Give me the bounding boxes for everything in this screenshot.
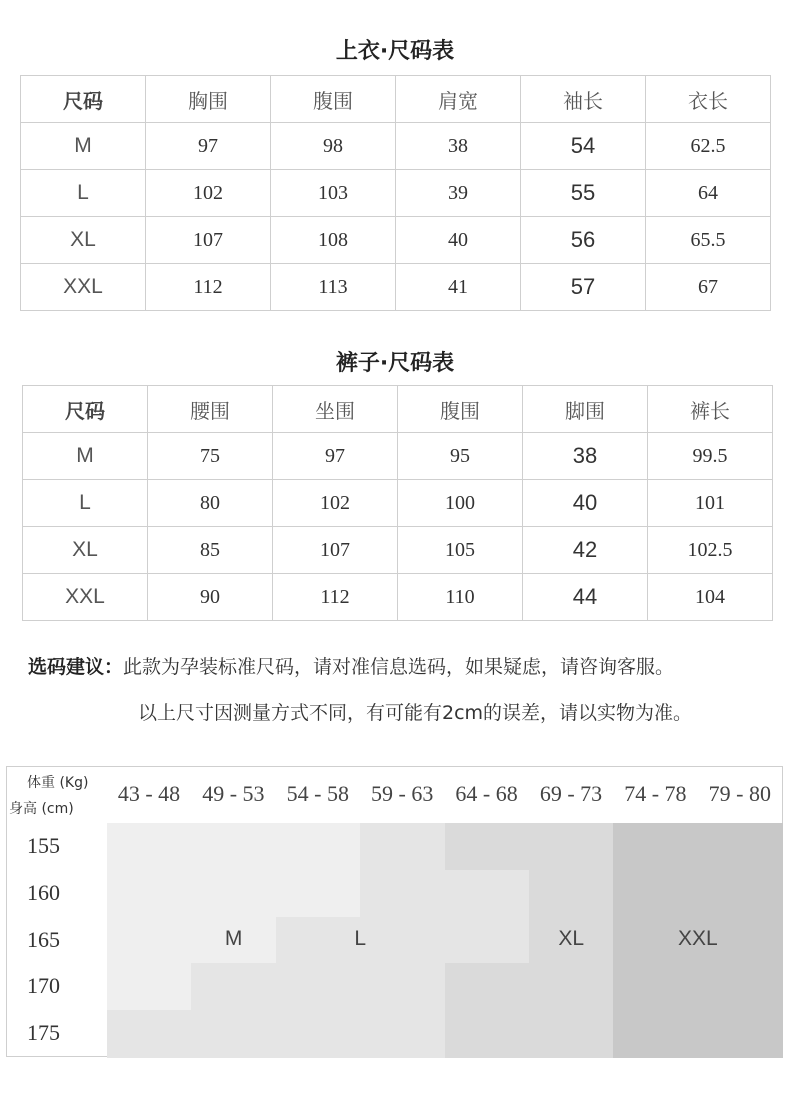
size-region-cell — [529, 870, 614, 917]
column-header: 尺码 — [21, 76, 146, 123]
size-region-cell — [360, 963, 445, 1010]
weight-range-label: 43 - 48 — [117, 781, 181, 806]
weight-header: 体重 (Kg) — [27, 775, 89, 791]
size-region-label: M — [224, 926, 243, 950]
measurement-cell: 102 — [273, 480, 398, 527]
table-row — [23, 527, 773, 574]
size-region-cell — [445, 870, 530, 917]
measurement-cell: 110 — [398, 574, 523, 621]
size-label-cell: L — [21, 170, 146, 217]
size-label-cell: M — [21, 123, 146, 170]
size-region-cell — [698, 870, 783, 917]
measurement-cell: 40 — [396, 217, 521, 264]
size-region-cell — [613, 963, 698, 1010]
measurement-cell: 57 — [521, 264, 646, 311]
size-region-label: XL — [558, 926, 585, 950]
measurement-cell: 44 — [523, 574, 648, 621]
table-row — [23, 433, 773, 480]
size-label-cell: XXL — [23, 574, 148, 621]
size-region-cell — [445, 823, 530, 870]
size-region-cell — [360, 823, 445, 870]
measurement-cell: 75 — [148, 433, 273, 480]
column-header: 腰围 — [148, 386, 273, 433]
table-header-row — [21, 76, 771, 123]
top-size-table — [20, 75, 771, 311]
column-header: 脚围 — [523, 386, 648, 433]
measurement-cell: 39 — [396, 170, 521, 217]
measurement-cell: 65.5 — [646, 217, 771, 264]
size-region-cell — [276, 823, 361, 870]
measurement-cell: 42 — [523, 527, 648, 574]
size-recommendation-matrix — [6, 766, 783, 1057]
measurement-cell: 107 — [146, 217, 271, 264]
measurement-cell: 38 — [396, 123, 521, 170]
table-header-row — [23, 386, 773, 433]
column-header: 胸围 — [146, 76, 271, 123]
measurement-cell: 90 — [148, 574, 273, 621]
column-header: 坐围 — [273, 386, 398, 433]
size-region-cell — [107, 917, 192, 964]
weight-range-label: 69 - 73 — [539, 781, 603, 806]
weight-range-label: 59 - 63 — [371, 781, 434, 806]
table-row — [21, 264, 771, 311]
height-label: 160 — [27, 879, 60, 905]
size-region-cell — [191, 823, 276, 870]
measurement-cell: 41 — [396, 264, 521, 311]
table-row — [21, 123, 771, 170]
size-region-cell — [360, 870, 445, 917]
size-region-cell — [529, 963, 614, 1010]
weight-range-label: 54 - 58 — [286, 781, 349, 806]
weight-range-label: 74 - 78 — [624, 781, 687, 806]
size-label-cell: XXL — [21, 264, 146, 311]
measurement-cell: 97 — [273, 433, 398, 480]
weight-range-label: 79 - 80 — [708, 781, 771, 806]
size-label-cell: L — [23, 480, 148, 527]
column-header: 袖长 — [521, 76, 646, 123]
size-region-cell — [360, 1010, 445, 1057]
height-header: 身高 (cm) — [9, 801, 74, 817]
size-region-cell — [107, 870, 192, 917]
measurement-cell: 101 — [648, 480, 773, 527]
size-region-cell — [107, 963, 192, 1010]
measurement-cell: 102.5 — [648, 527, 773, 574]
size-region-cell — [613, 870, 698, 917]
size-region-cell — [698, 1010, 783, 1057]
column-header: 尺码 — [23, 386, 148, 433]
height-label: 165 — [27, 926, 60, 952]
table-row — [23, 574, 773, 621]
column-header: 裤长 — [648, 386, 773, 433]
measurement-cell: 62.5 — [646, 123, 771, 170]
size-region-cell — [191, 870, 276, 917]
advice-line-2: 以上尺寸因测量方式不同，有可能有2cm的误差，请以实物为准。 — [138, 702, 693, 724]
size-label-cell: XL — [23, 527, 148, 574]
height-label: 175 — [27, 1020, 60, 1046]
measurement-cell: 100 — [398, 480, 523, 527]
table-row — [23, 480, 773, 527]
measurement-cell: 104 — [648, 574, 773, 621]
height-label: 155 — [27, 833, 60, 858]
pants-size-table — [22, 385, 773, 621]
measurement-cell: 105 — [398, 527, 523, 574]
column-header: 衣长 — [646, 76, 771, 123]
measurement-cell: 102 — [146, 170, 271, 217]
measurement-cell: 97 — [146, 123, 271, 170]
column-header: 肩宽 — [396, 76, 521, 123]
weight-range-label: 49 - 53 — [202, 781, 265, 806]
measurement-cell: 103 — [271, 170, 396, 217]
measurement-cell: 99.5 — [648, 433, 773, 480]
measurement-cell: 38 — [523, 433, 648, 480]
size-region-cell — [276, 870, 361, 917]
measurement-cell: 108 — [271, 217, 396, 264]
weight-range-label: 64 - 68 — [455, 781, 518, 806]
pants-table-title: 裤子·尺码表 — [335, 351, 455, 376]
size-region-cell — [529, 823, 614, 870]
measurement-cell: 80 — [148, 480, 273, 527]
advice-line-1 — [28, 652, 674, 679]
size-region-cell — [613, 823, 698, 870]
size-region-cell — [445, 1010, 530, 1057]
size-region-label: XXL — [677, 926, 718, 950]
measurement-cell: 55 — [521, 170, 646, 217]
size-region-cell — [107, 1010, 192, 1057]
size-region-cell — [191, 963, 276, 1010]
size-region-cell — [698, 963, 783, 1010]
size-region-cell — [698, 823, 783, 870]
measurement-cell: 40 — [523, 480, 648, 527]
measurement-cell: 98 — [271, 123, 396, 170]
measurement-cell: 56 — [521, 217, 646, 264]
top-table-title: 上衣·尺码表 — [335, 39, 455, 64]
measurement-cell: 113 — [271, 264, 396, 311]
size-region-cell — [529, 1010, 614, 1057]
measurement-cell: 95 — [398, 433, 523, 480]
measurement-cell: 54 — [521, 123, 646, 170]
size-region-cell — [276, 1010, 361, 1057]
measurement-cell: 112 — [273, 574, 398, 621]
height-label: 170 — [27, 973, 60, 999]
column-header: 腹围 — [271, 76, 396, 123]
measurement-cell: 107 — [273, 527, 398, 574]
advice-label: 选码建议： — [28, 656, 124, 678]
size-region-cell — [445, 963, 530, 1010]
size-region-label: L — [354, 926, 367, 950]
advice-text-1: 此款为孕装标准尺码，请对准信息选码，如果疑虑，请咨询客服。 — [123, 656, 675, 678]
size-region-cell — [445, 917, 530, 964]
size-label-cell: XL — [21, 217, 146, 264]
measurement-cell: 64 — [646, 170, 771, 217]
size-region-cell — [107, 823, 192, 870]
size-region-cell — [276, 963, 361, 1010]
size-region-cell — [191, 1010, 276, 1057]
table-row — [21, 170, 771, 217]
measurement-cell: 67 — [646, 264, 771, 311]
measurement-cell: 112 — [146, 264, 271, 311]
size-label-cell: M — [23, 433, 148, 480]
table-row — [21, 217, 771, 264]
column-header: 腹围 — [398, 386, 523, 433]
measurement-cell: 85 — [148, 527, 273, 574]
size-region-cell — [613, 1010, 698, 1057]
